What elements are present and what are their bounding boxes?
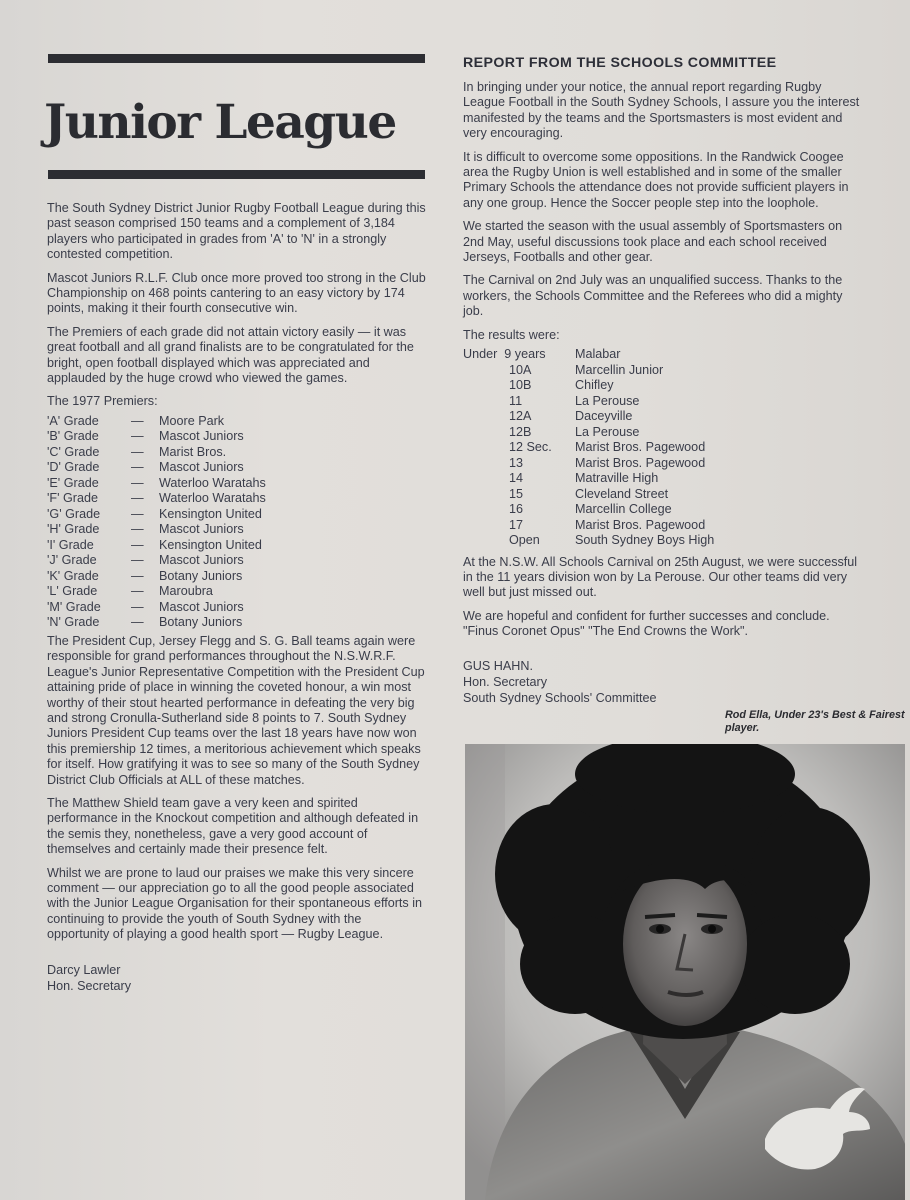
- player-photo: [465, 744, 905, 1200]
- premiers-row: [47, 460, 266, 476]
- paragraph: The Carnival on 2nd July was an unqualified success. Thanks to the workers, the Schools Committee and the Referees who did a mighty job.: [463, 273, 843, 319]
- school-cell: Marcellin Junior: [575, 362, 664, 377]
- dash-cell: —: [131, 568, 144, 583]
- dash-cell: —: [131, 444, 144, 459]
- premiers-row: [47, 584, 266, 600]
- results-row: [463, 502, 714, 518]
- dash-cell: —: [131, 460, 144, 475]
- premiers-row: [47, 615, 266, 631]
- grade-cell: 'F' Grade: [47, 491, 99, 506]
- division-cell: 10B: [509, 378, 532, 393]
- school-cell: Marist Bros. Pagewood: [575, 455, 706, 470]
- dash-cell: —: [131, 537, 144, 552]
- results-row: [463, 425, 714, 441]
- paragraph: Whilst we are prone to laud our praises we make this very sincere comment — our appreciation go to all the good people associated with the Junior League Organisation for their spontaneous efforts in continuing to provide the youth of South Sydney with the opportunity of playing a good health sport — Rugby League.: [47, 865, 423, 942]
- results-row: [463, 394, 714, 410]
- school-cell: Marist Bros. Pagewood: [575, 440, 706, 455]
- grade-cell: 'N' Grade: [47, 615, 100, 630]
- team-cell: Maroubra: [159, 584, 213, 599]
- paragraph: Mascot Juniors R.L.F. Club once more proved too strong in the Club Championship on 468 points cantering to an easy victory by 174 points, making it their fourth consecutive win.: [47, 270, 426, 316]
- grade-cell: 'K' Grade: [47, 568, 99, 583]
- report-heading: REPORT FROM THE SCHOOLS COMMITTEE: [463, 55, 777, 71]
- dash-cell: —: [131, 553, 144, 568]
- premiers-row: [47, 538, 266, 554]
- grade-cell: 'J' Grade: [47, 553, 97, 568]
- team-cell: Mascot Juniors: [159, 522, 244, 537]
- grade-cell: 'H' Grade: [47, 522, 100, 537]
- premiers-row: [47, 445, 266, 461]
- paragraph: We are hopeful and confident for further successes and conclude. "Finus Coronet Opus" "The End Crowns the Work".: [463, 608, 830, 639]
- premiers-table: [47, 414, 266, 631]
- premiers-row: [47, 522, 266, 538]
- school-cell: South Sydney Boys High: [575, 533, 715, 548]
- team-cell: Waterloo Waratahs: [159, 475, 266, 490]
- grade-cell: 'L' Grade: [47, 584, 98, 599]
- dash-cell: —: [131, 413, 144, 428]
- school-cell: La Perouse: [575, 424, 640, 439]
- division-cell: 15: [509, 486, 524, 501]
- team-cell: Marist Bros.: [159, 444, 227, 459]
- division-cell: 14: [509, 471, 524, 486]
- paragraph: It is difficult to overcome some oppositions. In the Randwick Coogee area the Rugby Union is well established and in some of the smaller Primary Schools the attendance does not provide sufficient players in any one group. Hence the Soccer people step into the loophole.: [463, 149, 849, 210]
- dash-cell: —: [131, 584, 144, 599]
- paragraph: At the N.S.W. All Schools Carnival on 25th August, we were successful in the 11 years division won by La Perouse. Our other teams did very well but just missed out.: [463, 554, 858, 600]
- team-cell: Mascot Juniors: [159, 460, 244, 475]
- dash-cell: —: [131, 599, 144, 614]
- paragraph: In bringing under your notice, the annual report regarding Rugby League Football in the South Sydney Schools, I assure you the interest manifested by the teams and the Sportsmasters is most evident and very encouraging.: [463, 80, 860, 141]
- results-heading: The results were:: [463, 327, 560, 342]
- division-cell: 12 Sec.: [509, 440, 552, 455]
- signature-name: GUS HAHN.: [463, 658, 533, 673]
- premiers-row: [47, 414, 266, 430]
- division-cell: 17: [509, 517, 524, 532]
- dash-cell: —: [131, 615, 144, 630]
- paragraph: The South Sydney District Junior Rugby Football League during this past season comprised 150 teams and a complement of 3,184 players who participated in grades from 'A' to 'N' in a strongly contested competition.: [47, 201, 426, 262]
- premiers-row: [47, 476, 266, 492]
- school-cell: Cleveland Street: [575, 486, 669, 501]
- top-rule: [48, 54, 425, 63]
- division-cell: 16: [509, 502, 524, 517]
- paragraph: We started the season with the usual assembly of Sportsmasters on 2nd May, useful discussions took place and each school received Jerseys, Footballs and other gear.: [463, 219, 843, 265]
- premiers-heading: The 1977 Premiers:: [47, 394, 158, 409]
- dash-cell: —: [131, 491, 144, 506]
- school-cell: La Perouse: [575, 393, 640, 408]
- results-row: [463, 363, 714, 379]
- grade-cell: 'I' Grade: [47, 537, 94, 552]
- school-cell: Daceyville: [575, 409, 633, 424]
- grade-cell: 'B' Grade: [47, 429, 99, 444]
- page-title: Junior League: [44, 95, 396, 150]
- team-cell: Mascot Juniors: [159, 553, 244, 568]
- dash-cell: —: [131, 506, 144, 521]
- premiers-row: [47, 507, 266, 523]
- results-row: [463, 409, 714, 425]
- grade-cell: 'M' Grade: [47, 599, 101, 614]
- paragraph: The President Cup, Jersey Flegg and S. G. Ball teams again were responsible for grand performances throughout the N.S.W.R.F. League's Junior Representative Competition with the President Cup attaining pride of place in winning the coveted honour, a win most worthy of their stout hearted performance in defeating the very big and strong Cronulla-Sutherland side 8 points to 7. South Sydney Juniors President Cup teams over the last 18 years have now won this premiership 12 times, a meritorious achievement which speaks for itself. How gratifying it was to see so many of the South Sydney District Club Officials at ALL of these matches.: [47, 633, 425, 787]
- signature-role: Hon. Secretary: [463, 674, 547, 689]
- division-cell: 12A: [509, 409, 532, 424]
- premiers-row: [47, 553, 266, 569]
- junior-league-article: [47, 201, 427, 994]
- paragraph: The Matthew Shield team gave a very keen and spirited performance in the Knockout competition and although defeated in the semis they, nonetheless, gave a very good account of themselves and certainly made their presence felt.: [47, 795, 419, 857]
- grade-cell: 'E' Grade: [47, 475, 99, 490]
- results-row: [463, 378, 714, 394]
- division-cell: 12B: [509, 424, 532, 439]
- school-cell: Chifley: [575, 378, 614, 393]
- results-row: [463, 347, 714, 363]
- portrait-illustration: [465, 744, 905, 1200]
- grade-cell: 'A' Grade: [47, 413, 99, 428]
- signature-block: [463, 658, 863, 706]
- grade-cell: 'G' Grade: [47, 506, 101, 521]
- division-cell: 13: [509, 455, 524, 470]
- signature-name: Darcy Lawler: [47, 962, 121, 977]
- results-table: [463, 347, 714, 549]
- team-cell: Mascot Juniors: [159, 429, 244, 444]
- results-row: [463, 487, 714, 503]
- results-row: [463, 456, 714, 472]
- school-cell: Marist Bros. Pagewood: [575, 517, 706, 532]
- signature-org: South Sydney Schools' Committee: [463, 690, 657, 705]
- results-row: [463, 518, 714, 534]
- division-cell: 11: [509, 393, 523, 408]
- grade-cell: 'D' Grade: [47, 460, 100, 475]
- team-cell: Kensington United: [159, 537, 262, 552]
- team-cell: Kensington United: [159, 506, 262, 521]
- team-cell: Mascot Juniors: [159, 599, 244, 614]
- division-cell: Under 9 years: [463, 347, 546, 362]
- division-cell: 10A: [509, 362, 532, 377]
- premiers-row: [47, 600, 266, 616]
- signature-role: Hon. Secretary: [47, 978, 131, 993]
- grade-cell: 'C' Grade: [47, 444, 100, 459]
- signature-block: [47, 962, 427, 994]
- results-row: [463, 440, 714, 456]
- team-cell: Botany Juniors: [159, 568, 243, 583]
- dash-cell: —: [131, 522, 144, 537]
- premiers-row: [47, 491, 266, 507]
- premiers-row: [47, 429, 266, 445]
- dash-cell: —: [131, 429, 144, 444]
- premiers-row: [47, 569, 266, 585]
- results-row: [463, 471, 714, 487]
- dash-cell: —: [131, 475, 144, 490]
- school-cell: Malabar: [575, 347, 621, 362]
- team-cell: Botany Juniors: [159, 615, 243, 630]
- school-cell: Matraville High: [575, 471, 659, 486]
- paragraph: The Premiers of each grade did not attain victory easily — it was great football and all grand finalists are to be congratulated for the bright, open football displayed which was appreciated and applauded by the huge crowd who viewed the games.: [47, 324, 414, 386]
- bottom-rule: [48, 170, 425, 179]
- school-cell: Marcellin College: [575, 502, 672, 517]
- team-cell: Waterloo Waratahs: [159, 491, 266, 506]
- team-cell: Moore Park: [159, 413, 225, 428]
- schools-committee-report: [463, 54, 863, 706]
- photo-caption: Rod Ella, Under 23's Best & Fairest player.: [725, 709, 905, 734]
- division-cell: Open: [509, 533, 540, 548]
- results-row: [463, 533, 714, 549]
